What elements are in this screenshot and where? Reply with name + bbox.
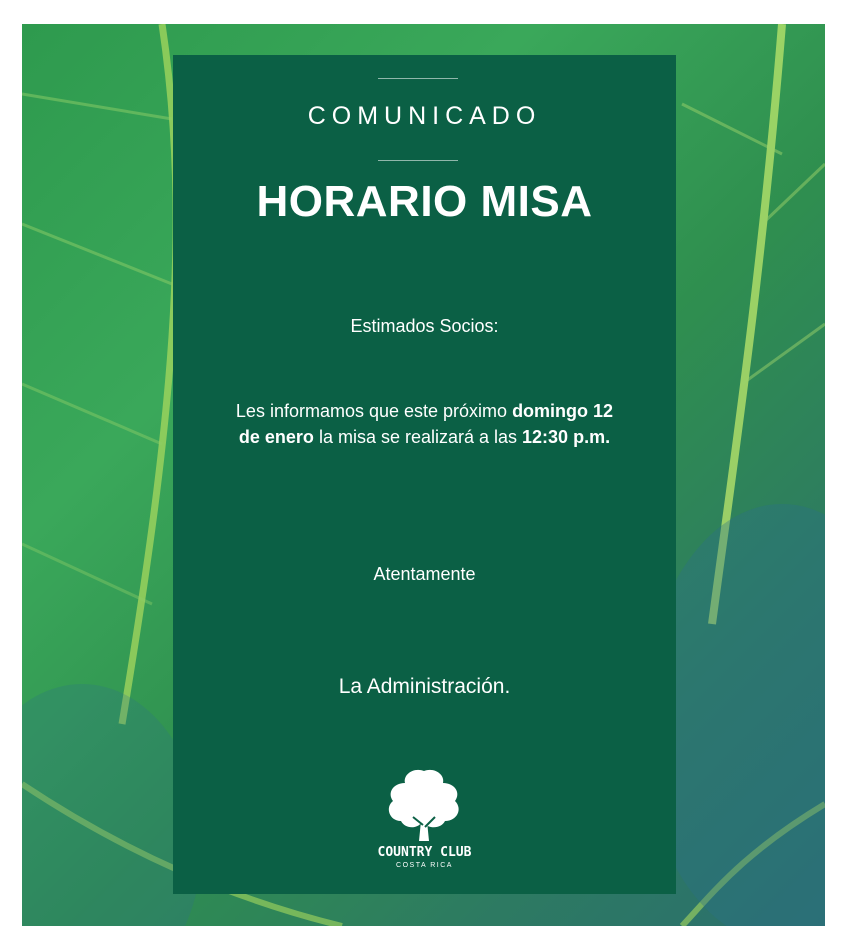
announcement-panel: [173, 55, 676, 894]
signature: La Administración.: [338, 675, 511, 698]
tree-icon: [383, 765, 466, 843]
logo-subtitle: COSTA RICA: [396, 862, 453, 869]
body-text-2: la misa se realizará a las: [313, 427, 523, 447]
kicker-title: COMUNICADO: [307, 102, 542, 130]
top-divider: [378, 78, 458, 79]
body-time: 12:30 p.m.: [522, 427, 611, 447]
closing: Atentamente: [373, 564, 476, 584]
bottom-divider: [378, 160, 458, 161]
country-club-logo: [373, 765, 476, 875]
headline: HORARIO MISA: [256, 177, 593, 226]
body-message: [233, 398, 616, 450]
body-date: domingo 12 de enero: [238, 401, 614, 447]
logo-name: COUNTRY CLUB: [377, 845, 472, 860]
greeting: Estimados Socios:: [350, 316, 499, 336]
body-text-1: Les informamos que este próximo: [235, 401, 513, 421]
